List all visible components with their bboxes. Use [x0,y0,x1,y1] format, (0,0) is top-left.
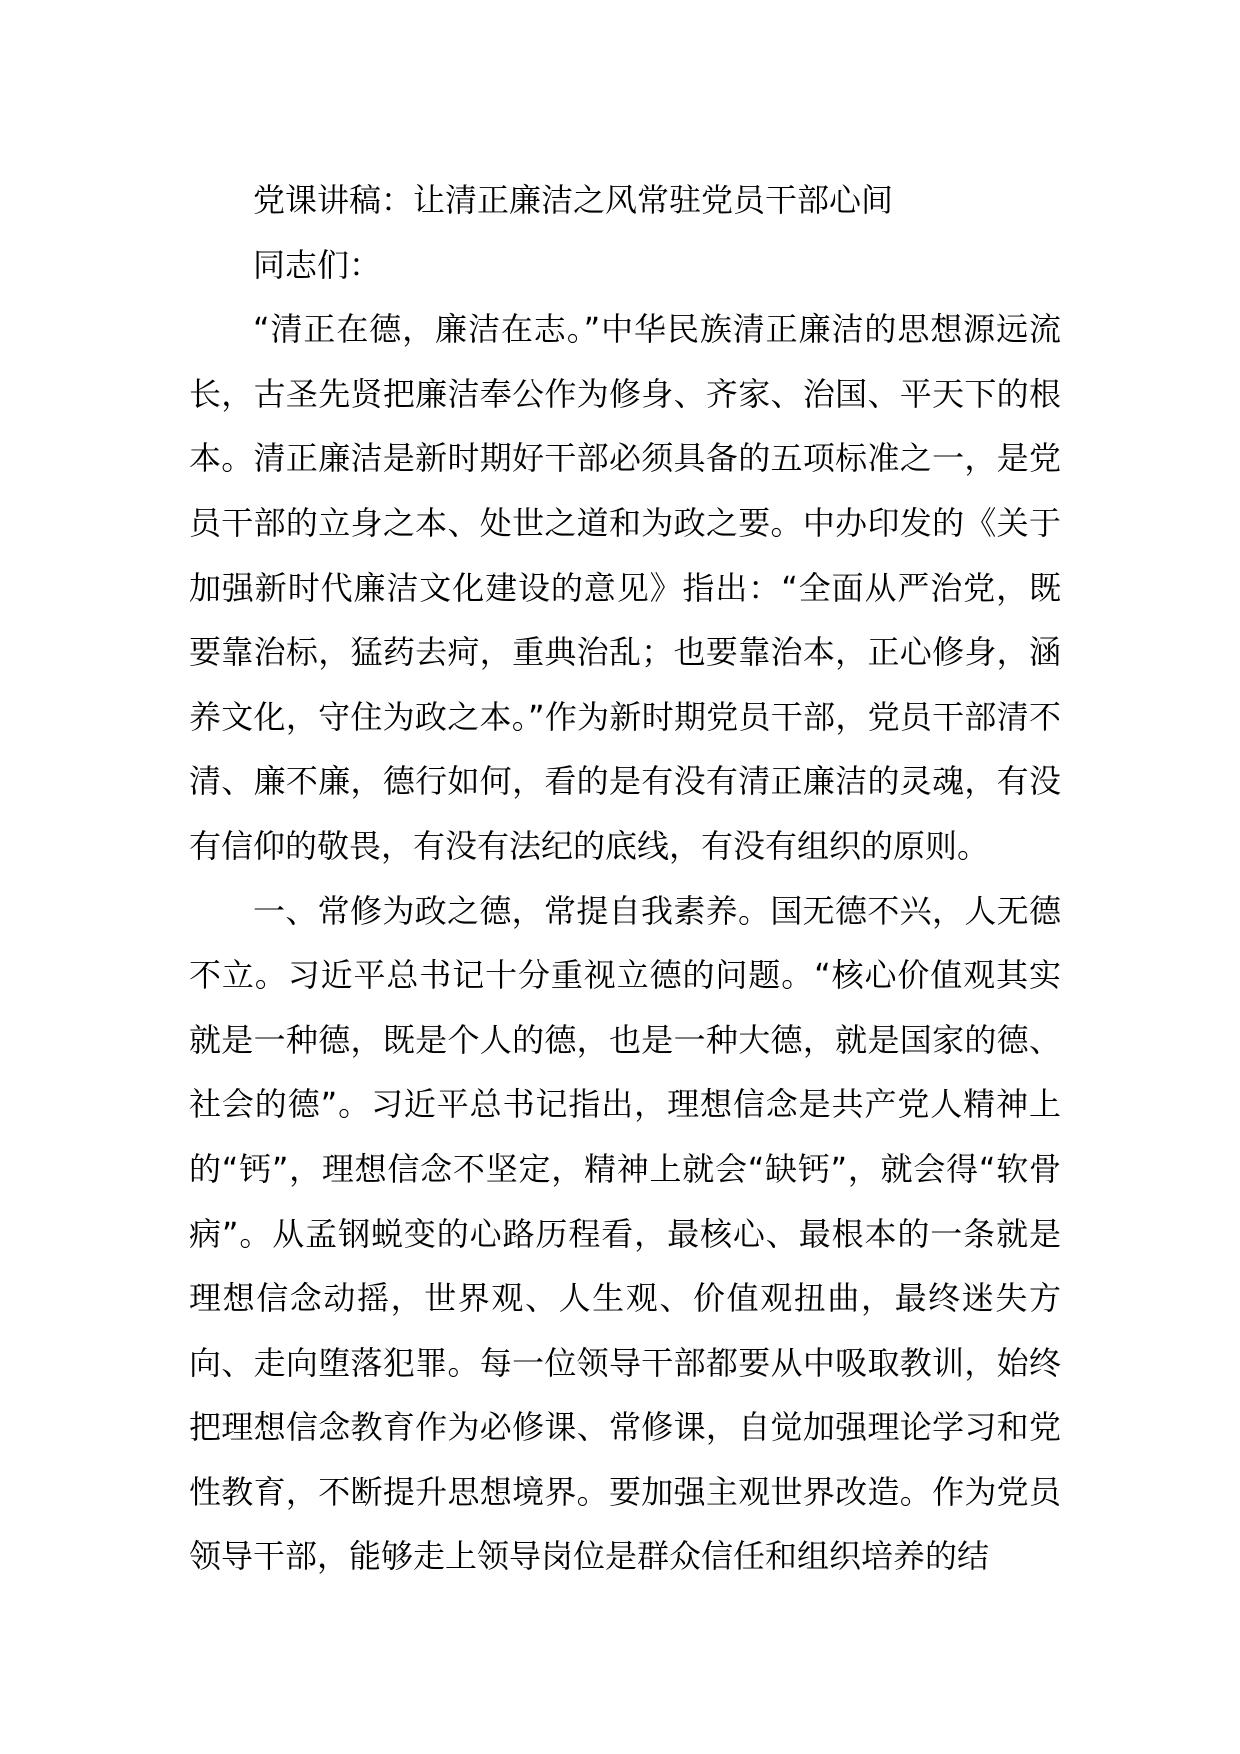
document-title: 党课讲稿：让清正廉洁之风常驻党员干部心间 [253,181,894,219]
document-body [189,168,1061,1589]
paragraph-intro: “清正在德，廉洁在志。”中华民族清正廉洁的思想源远流长，古圣先贤把廉洁奉公作为修身、齐家、治国、平天下的根本。清正廉洁是新时期好干部必须具备的五项标准之一，是党员干部的立身之本、处世之道和为政之要。中办印发的《关于加强新时代廉洁文化建设的意见》指出：“全面从严治党，既要靠治标，猛药去疴，重典治乱；也要靠治本，正心修身，涵养文化，守住为政之本。”作为新时期党员干部，党员干部清不清、廉不廉，德行如何，看的是有没有清正廉洁的灵魂，有没有信仰的敬畏，有没有法纪的底线，有没有组织的原则。 [189,310,1061,865]
salutation: 同志们： [253,245,382,284]
paragraph-section-1: 一、常修为政之德，常提自我素养。国无德不兴，人无德不立。习近平总书记十分重视立德的问题。“核心价值观其实就是一种德，既是个人的德，也是一种大德，就是国家的德、社会的德”。习近平总书记指出，理想信念是共产党人精神上的“钙”，理想信念不坚定，精神上就会“缺钙”，就会得“软骨病”。从孟钢蜕变的心路历程看，最核心、最根本的一条就是理想信念动摇，世界观、人生观、价值观扭曲，最终迷失方向、走向堕落犯罪。每一位领导干部都要从中吸取教训，始终把理想信念教育作为必修课、常修课，自觉加强理论学习和党性教育，不断提升思想境界。要加强主观世界改造。作为党员领导干部，能够走上领导岗位是群众信任和组织培养的结 [189,891,1061,1576]
